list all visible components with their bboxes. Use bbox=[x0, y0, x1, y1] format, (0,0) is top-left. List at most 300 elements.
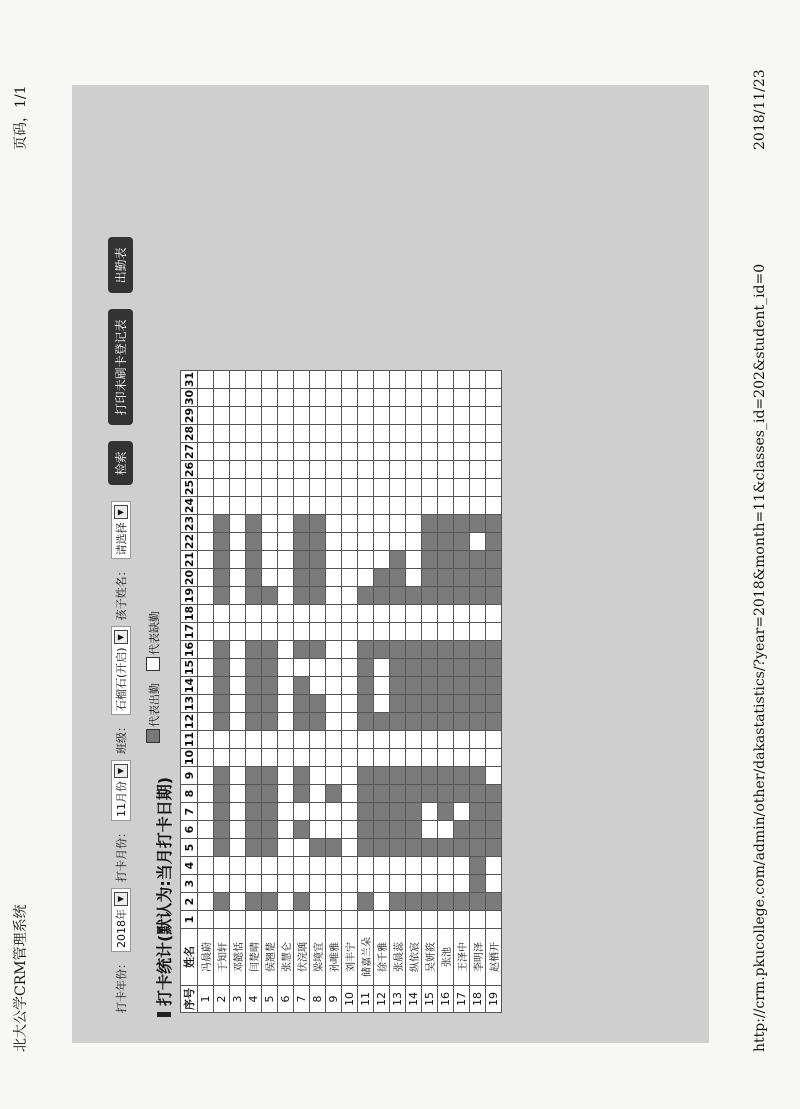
attendance-cell-absent bbox=[406, 461, 422, 479]
attendance-cell-present bbox=[470, 587, 486, 605]
col-header-day: 3 bbox=[181, 875, 198, 893]
col-header-day: 30 bbox=[182, 389, 196, 406]
attendance-export-button[interactable]: 出勤表 bbox=[108, 237, 133, 293]
attendance-cell-absent bbox=[454, 803, 470, 821]
attendance-cell-absent bbox=[310, 443, 326, 461]
attendance-cell-absent bbox=[390, 407, 406, 425]
attendance-cell-absent bbox=[486, 479, 502, 497]
attendance-cell-absent bbox=[342, 605, 358, 623]
attendance-cell-absent bbox=[198, 713, 214, 731]
attendance-cell-absent bbox=[246, 461, 262, 479]
attendance-cell-absent bbox=[310, 461, 326, 479]
class-select[interactable] bbox=[111, 626, 131, 715]
attendance-cell-absent bbox=[342, 749, 358, 767]
attendance-cell-absent bbox=[326, 749, 342, 767]
attendance-cell-absent bbox=[358, 911, 374, 929]
attendance-cell-absent bbox=[198, 623, 214, 641]
attendance-cell-absent bbox=[198, 479, 214, 497]
attendance-cell-absent bbox=[310, 893, 326, 911]
attendance-cell-absent bbox=[198, 443, 214, 461]
row-index: 6 bbox=[278, 986, 294, 1013]
student-name: 伏浣瑀 bbox=[294, 929, 310, 986]
attendance-cell-absent bbox=[438, 497, 454, 515]
attendance-cell-present bbox=[374, 713, 390, 731]
attendance-cell-present bbox=[246, 569, 262, 587]
attendance-cell-absent bbox=[294, 605, 310, 623]
attendance-cell-absent bbox=[278, 605, 294, 623]
attendance-cell-present bbox=[374, 767, 390, 785]
attendance-cell-absent bbox=[470, 497, 486, 515]
attendance-cell-absent bbox=[486, 497, 502, 515]
col-header-day: 17 bbox=[182, 623, 196, 640]
attendance-cell-absent bbox=[230, 515, 246, 533]
attendance-cell-present bbox=[214, 695, 230, 713]
attendance-cell-absent bbox=[198, 659, 214, 677]
attendance-cell-absent bbox=[486, 623, 502, 641]
student-name: 邓懿恬 bbox=[230, 929, 246, 986]
attendance-cell-absent bbox=[214, 425, 230, 443]
attendance-cell-absent bbox=[326, 641, 342, 659]
student-name: 赵栖开 bbox=[486, 929, 502, 986]
row-index: 5 bbox=[262, 986, 278, 1013]
attendance-cell-present bbox=[326, 839, 342, 857]
attendance-cell-present bbox=[422, 659, 438, 677]
attendance-cell-present bbox=[246, 659, 262, 677]
student-name: 张池 bbox=[438, 929, 454, 986]
attendance-cell-present bbox=[214, 767, 230, 785]
attendance-cell-present bbox=[214, 551, 230, 569]
attendance-cell-absent bbox=[294, 425, 310, 443]
attendance-cell-absent bbox=[390, 623, 406, 641]
attendance-cell-absent bbox=[454, 407, 470, 425]
attendance-cell-absent bbox=[294, 749, 310, 767]
attendance-cell-present bbox=[246, 533, 262, 551]
attendance-cell-absent bbox=[214, 497, 230, 515]
print-footer-date: 2018/11/23 bbox=[752, 69, 768, 150]
attendance-cell-absent bbox=[406, 443, 422, 461]
attendance-cell-absent bbox=[422, 623, 438, 641]
attendance-cell-absent bbox=[342, 677, 358, 695]
attendance-cell-present bbox=[214, 533, 230, 551]
attendance-cell-present bbox=[374, 641, 390, 659]
attendance-cell-absent bbox=[214, 407, 230, 425]
attendance-cell-absent bbox=[342, 569, 358, 587]
attendance-cell-present bbox=[390, 821, 406, 839]
attendance-cell-present bbox=[454, 893, 470, 911]
attendance-cell-absent bbox=[262, 911, 278, 929]
attendance-cell-absent bbox=[230, 497, 246, 515]
row-index: 8 bbox=[310, 986, 326, 1013]
attendance-cell-present bbox=[470, 839, 486, 857]
attendance-cell-absent bbox=[326, 461, 342, 479]
attendance-cell-absent bbox=[422, 497, 438, 515]
attendance-cell-absent bbox=[390, 497, 406, 515]
attendance-cell-absent bbox=[342, 425, 358, 443]
attendance-cell-present bbox=[294, 821, 310, 839]
attendance-cell-absent bbox=[230, 911, 246, 929]
attendance-cell-absent bbox=[438, 443, 454, 461]
attendance-cell-present bbox=[454, 839, 470, 857]
attendance-cell-absent bbox=[278, 659, 294, 677]
col-header-day: 16 bbox=[182, 641, 196, 658]
student-name: 闫楚晴 bbox=[246, 929, 262, 986]
attendance-cell-absent bbox=[390, 533, 406, 551]
attendance-cell-absent bbox=[438, 821, 454, 839]
attendance-cell-absent bbox=[342, 785, 358, 803]
attendance-cell-present bbox=[422, 587, 438, 605]
attendance-cell-absent bbox=[326, 911, 342, 929]
attendance-cell-present bbox=[422, 551, 438, 569]
attendance-cell-present bbox=[390, 785, 406, 803]
attendance-cell-present bbox=[422, 767, 438, 785]
attendance-cell-present bbox=[390, 569, 406, 587]
attendance-cell-absent bbox=[278, 767, 294, 785]
attendance-cell-present bbox=[406, 677, 422, 695]
attendance-cell-present bbox=[310, 551, 326, 569]
attendance-cell-absent bbox=[230, 695, 246, 713]
attendance-cell-absent bbox=[374, 605, 390, 623]
attendance-cell-absent bbox=[374, 389, 390, 407]
attendance-cell-absent bbox=[326, 389, 342, 407]
attendance-cell-absent bbox=[246, 479, 262, 497]
attendance-cell-absent bbox=[470, 443, 486, 461]
attendance-cell-absent bbox=[230, 677, 246, 695]
attendance-cell-absent bbox=[278, 677, 294, 695]
attendance-cell-present bbox=[390, 677, 406, 695]
attendance-cell-absent bbox=[454, 731, 470, 749]
attendance-cell-present bbox=[358, 713, 374, 731]
attendance-cell-absent bbox=[374, 533, 390, 551]
student-name: 孙唯雅 bbox=[326, 929, 342, 986]
attendance-cell-absent bbox=[230, 443, 246, 461]
attendance-cell-absent bbox=[358, 533, 374, 551]
attendance-cell-absent bbox=[214, 623, 230, 641]
student-name: 李明泽 bbox=[470, 929, 486, 986]
print-unswiped-button[interactable]: 打印未刷卡登记表 bbox=[108, 309, 133, 425]
attendance-cell-present bbox=[438, 785, 454, 803]
attendance-cell-present bbox=[262, 803, 278, 821]
attendance-cell-absent bbox=[390, 479, 406, 497]
attendance-cell-absent bbox=[198, 893, 214, 911]
attendance-cell-present bbox=[390, 803, 406, 821]
chevron-down-icon: ▼ bbox=[114, 505, 128, 519]
attendance-cell-absent bbox=[246, 497, 262, 515]
attendance-cell-absent bbox=[278, 839, 294, 857]
attendance-cell-absent bbox=[358, 497, 374, 515]
attendance-cell-absent bbox=[342, 713, 358, 731]
attendance-cell-present bbox=[358, 839, 374, 857]
attendance-cell-absent bbox=[374, 479, 390, 497]
attendance-cell-absent bbox=[470, 425, 486, 443]
attendance-cell-present bbox=[246, 785, 262, 803]
attendance-cell-absent bbox=[470, 461, 486, 479]
attendance-cell-absent bbox=[230, 533, 246, 551]
col-header-day: 8 bbox=[181, 785, 198, 803]
attendance-cell-present bbox=[310, 713, 326, 731]
row-index: 17 bbox=[454, 986, 470, 1013]
attendance-cell-absent bbox=[198, 461, 214, 479]
attendance-cell-absent bbox=[310, 857, 326, 875]
attendance-cell-absent bbox=[230, 821, 246, 839]
attendance-cell-absent bbox=[310, 767, 326, 785]
student-name: 张晨蕊 bbox=[390, 929, 406, 986]
row-index: 3 bbox=[230, 986, 246, 1013]
attendance-cell-present bbox=[358, 659, 374, 677]
attendance-cell-present bbox=[486, 587, 502, 605]
attendance-cell-present bbox=[374, 569, 390, 587]
attendance-cell-present bbox=[374, 839, 390, 857]
attendance-cell-absent bbox=[278, 821, 294, 839]
attendance-cell-absent bbox=[438, 911, 454, 929]
col-header-day: 26 bbox=[182, 461, 196, 478]
attendance-cell-absent bbox=[310, 749, 326, 767]
row-index: 1 bbox=[198, 986, 214, 1013]
attendance-cell-absent bbox=[278, 803, 294, 821]
attendance-cell-absent bbox=[230, 641, 246, 659]
month-select[interactable] bbox=[111, 760, 131, 821]
attendance-cell-absent bbox=[342, 497, 358, 515]
attendance-cell-absent bbox=[310, 659, 326, 677]
table-row bbox=[470, 371, 486, 1013]
attendance-cell-absent bbox=[438, 875, 454, 893]
attendance-cell-absent bbox=[342, 911, 358, 929]
attendance-cell-absent bbox=[390, 605, 406, 623]
row-index: 11 bbox=[358, 986, 374, 1013]
attendance-cell-absent bbox=[214, 749, 230, 767]
attendance-cell-absent bbox=[358, 407, 374, 425]
row-index: 10 bbox=[342, 986, 358, 1013]
attendance-cell-absent bbox=[406, 497, 422, 515]
attendance-cell-absent bbox=[470, 605, 486, 623]
attendance-cell-absent bbox=[358, 569, 374, 587]
attendance-cell-absent bbox=[358, 605, 374, 623]
attendance-cell-absent bbox=[262, 875, 278, 893]
search-button[interactable]: 检索 bbox=[108, 441, 133, 485]
attendance-cell-absent bbox=[422, 443, 438, 461]
attendance-cell-absent bbox=[214, 731, 230, 749]
attendance-cell-absent bbox=[326, 677, 342, 695]
student-select-value: 请选择 bbox=[114, 522, 128, 556]
row-index: 19 bbox=[486, 986, 502, 1013]
attendance-cell-present bbox=[438, 695, 454, 713]
attendance-cell-present bbox=[470, 803, 486, 821]
attendance-cell-absent bbox=[294, 731, 310, 749]
attendance-cell-absent bbox=[342, 767, 358, 785]
attendance-cell-absent bbox=[486, 731, 502, 749]
attendance-cell-absent bbox=[214, 911, 230, 929]
attendance-cell-present bbox=[294, 767, 310, 785]
attendance-cell-absent bbox=[374, 659, 390, 677]
attendance-cell-absent bbox=[486, 875, 502, 893]
attendance-cell-absent bbox=[294, 497, 310, 515]
year-select[interactable] bbox=[111, 888, 131, 952]
attendance-cell-absent bbox=[358, 731, 374, 749]
attendance-cell-absent bbox=[470, 533, 486, 551]
attendance-cell-absent bbox=[486, 371, 502, 389]
attendance-cell-present bbox=[390, 767, 406, 785]
attendance-cell-absent bbox=[470, 407, 486, 425]
student-name: 刘丰宁 bbox=[342, 929, 358, 986]
attendance-cell-absent bbox=[294, 407, 310, 425]
attendance-cell-present bbox=[294, 641, 310, 659]
attendance-cell-present bbox=[422, 515, 438, 533]
attendance-cell-absent bbox=[422, 731, 438, 749]
attendance-cell-present bbox=[390, 893, 406, 911]
attendance-cell-absent bbox=[198, 497, 214, 515]
attendance-cell-absent bbox=[422, 605, 438, 623]
attendance-cell-present bbox=[454, 533, 470, 551]
section-title bbox=[152, 777, 175, 1017]
attendance-cell-absent bbox=[278, 497, 294, 515]
attendance-cell-absent bbox=[326, 623, 342, 641]
col-header-day: 27 bbox=[182, 443, 196, 460]
attendance-cell-absent bbox=[486, 443, 502, 461]
attendance-cell-present bbox=[310, 839, 326, 857]
attendance-cell-absent bbox=[230, 587, 246, 605]
attendance-cell-present bbox=[374, 587, 390, 605]
attendance-cell-absent bbox=[310, 911, 326, 929]
attendance-cell-absent bbox=[374, 893, 390, 911]
attendance-cell-absent bbox=[422, 911, 438, 929]
attendance-cell-absent bbox=[246, 605, 262, 623]
attendance-cell-absent bbox=[486, 461, 502, 479]
attendance-cell-absent bbox=[454, 371, 470, 389]
attendance-cell-absent bbox=[230, 713, 246, 731]
attendance-cell-absent bbox=[342, 659, 358, 677]
attendance-cell-present bbox=[454, 821, 470, 839]
attendance-cell-absent bbox=[342, 389, 358, 407]
attendance-cell-absent bbox=[326, 767, 342, 785]
attendance-cell-absent bbox=[310, 389, 326, 407]
attendance-cell-absent bbox=[374, 875, 390, 893]
attendance-cell-present bbox=[390, 695, 406, 713]
attendance-cell-absent bbox=[230, 893, 246, 911]
attendance-cell-absent bbox=[422, 461, 438, 479]
attendance-cell-present bbox=[262, 695, 278, 713]
attendance-cell-absent bbox=[454, 443, 470, 461]
attendance-cell-absent bbox=[198, 749, 214, 767]
col-header-day: 20 bbox=[182, 569, 196, 586]
attendance-cell-present bbox=[454, 515, 470, 533]
attendance-cell-absent bbox=[230, 785, 246, 803]
legend-present-label: 代表出勤 bbox=[148, 683, 161, 727]
attendance-cell-absent bbox=[230, 731, 246, 749]
col-header-day: 5 bbox=[181, 839, 198, 857]
chevron-down-icon: ▼ bbox=[114, 892, 128, 906]
attendance-cell-present bbox=[486, 659, 502, 677]
attendance-cell-absent bbox=[230, 389, 246, 407]
attendance-cell-absent bbox=[486, 857, 502, 875]
attendance-cell-absent bbox=[374, 425, 390, 443]
attendance-cell-absent bbox=[486, 605, 502, 623]
attendance-cell-present bbox=[486, 785, 502, 803]
attendance-cell-present bbox=[294, 533, 310, 551]
chevron-down-icon: ▼ bbox=[114, 630, 128, 644]
attendance-cell-present bbox=[486, 803, 502, 821]
attendance-cell-absent bbox=[358, 443, 374, 461]
chevron-down-icon: ▼ bbox=[114, 764, 128, 778]
attendance-cell-absent bbox=[422, 857, 438, 875]
attendance-cell-absent bbox=[278, 371, 294, 389]
attendance-cell-absent bbox=[198, 731, 214, 749]
attendance-cell-absent bbox=[230, 479, 246, 497]
attendance-cell-present bbox=[262, 587, 278, 605]
col-header-day: 13 bbox=[182, 695, 196, 712]
attendance-cell-absent bbox=[326, 407, 342, 425]
attendance-cell-absent bbox=[422, 407, 438, 425]
attendance-cell-present bbox=[294, 677, 310, 695]
attendance-cell-absent bbox=[390, 857, 406, 875]
attendance-cell-absent bbox=[342, 821, 358, 839]
attendance-cell-absent bbox=[278, 731, 294, 749]
present-swatch bbox=[146, 729, 160, 743]
attendance-cell-present bbox=[454, 767, 470, 785]
attendance-cell-absent bbox=[326, 515, 342, 533]
attendance-cell-absent bbox=[278, 749, 294, 767]
attendance-cell-absent bbox=[374, 677, 390, 695]
attendance-cell-absent bbox=[278, 389, 294, 407]
attendance-cell-absent bbox=[198, 641, 214, 659]
attendance-cell-present bbox=[422, 677, 438, 695]
student-select[interactable] bbox=[111, 501, 131, 559]
attendance-cell-absent bbox=[342, 461, 358, 479]
attendance-cell-absent bbox=[246, 623, 262, 641]
attendance-cell-absent bbox=[470, 731, 486, 749]
attendance-cell-present bbox=[406, 821, 422, 839]
print-header-title: 北大公学CRM管理系统 bbox=[13, 904, 29, 1052]
attendance-cell-absent bbox=[198, 533, 214, 551]
attendance-cell-absent bbox=[214, 479, 230, 497]
attendance-cell-absent bbox=[438, 389, 454, 407]
attendance-cell-absent bbox=[294, 443, 310, 461]
row-index: 12 bbox=[374, 986, 390, 1013]
table-row bbox=[246, 371, 262, 1013]
attendance-cell-absent bbox=[278, 911, 294, 929]
attendance-cell-absent bbox=[342, 875, 358, 893]
attendance-cell-absent bbox=[358, 551, 374, 569]
col-header-day: 29 bbox=[182, 407, 196, 424]
year-label: 打卡年份： bbox=[114, 958, 128, 1013]
attendance-cell-absent bbox=[294, 659, 310, 677]
attendance-cell-absent bbox=[406, 479, 422, 497]
attendance-cell-absent bbox=[198, 875, 214, 893]
attendance-cell-present bbox=[262, 767, 278, 785]
attendance-cell-present bbox=[438, 551, 454, 569]
attendance-cell-absent bbox=[262, 533, 278, 551]
attendance-cell-present bbox=[246, 839, 262, 857]
attendance-cell-absent bbox=[358, 515, 374, 533]
attendance-cell-absent bbox=[262, 371, 278, 389]
attendance-cell-absent bbox=[374, 857, 390, 875]
attendance-cell-absent bbox=[310, 479, 326, 497]
title-bar-icon bbox=[157, 1012, 171, 1017]
attendance-cell-absent bbox=[230, 803, 246, 821]
attendance-cell-present bbox=[326, 785, 342, 803]
attendance-cell-absent bbox=[214, 605, 230, 623]
attendance-cell-present bbox=[214, 713, 230, 731]
attendance-cell-absent bbox=[374, 407, 390, 425]
row-index: 9 bbox=[326, 986, 342, 1013]
attendance-cell-present bbox=[470, 659, 486, 677]
attendance-cell-absent bbox=[326, 803, 342, 821]
attendance-cell-absent bbox=[374, 695, 390, 713]
legend-absent-label: 代表缺勤 bbox=[148, 611, 161, 655]
attendance-cell-absent bbox=[246, 911, 262, 929]
print-page-number: 页码，1/1 bbox=[13, 85, 29, 150]
printed-screen bbox=[72, 85, 709, 1043]
attendance-cell-absent bbox=[438, 857, 454, 875]
attendance-cell-absent bbox=[230, 623, 246, 641]
